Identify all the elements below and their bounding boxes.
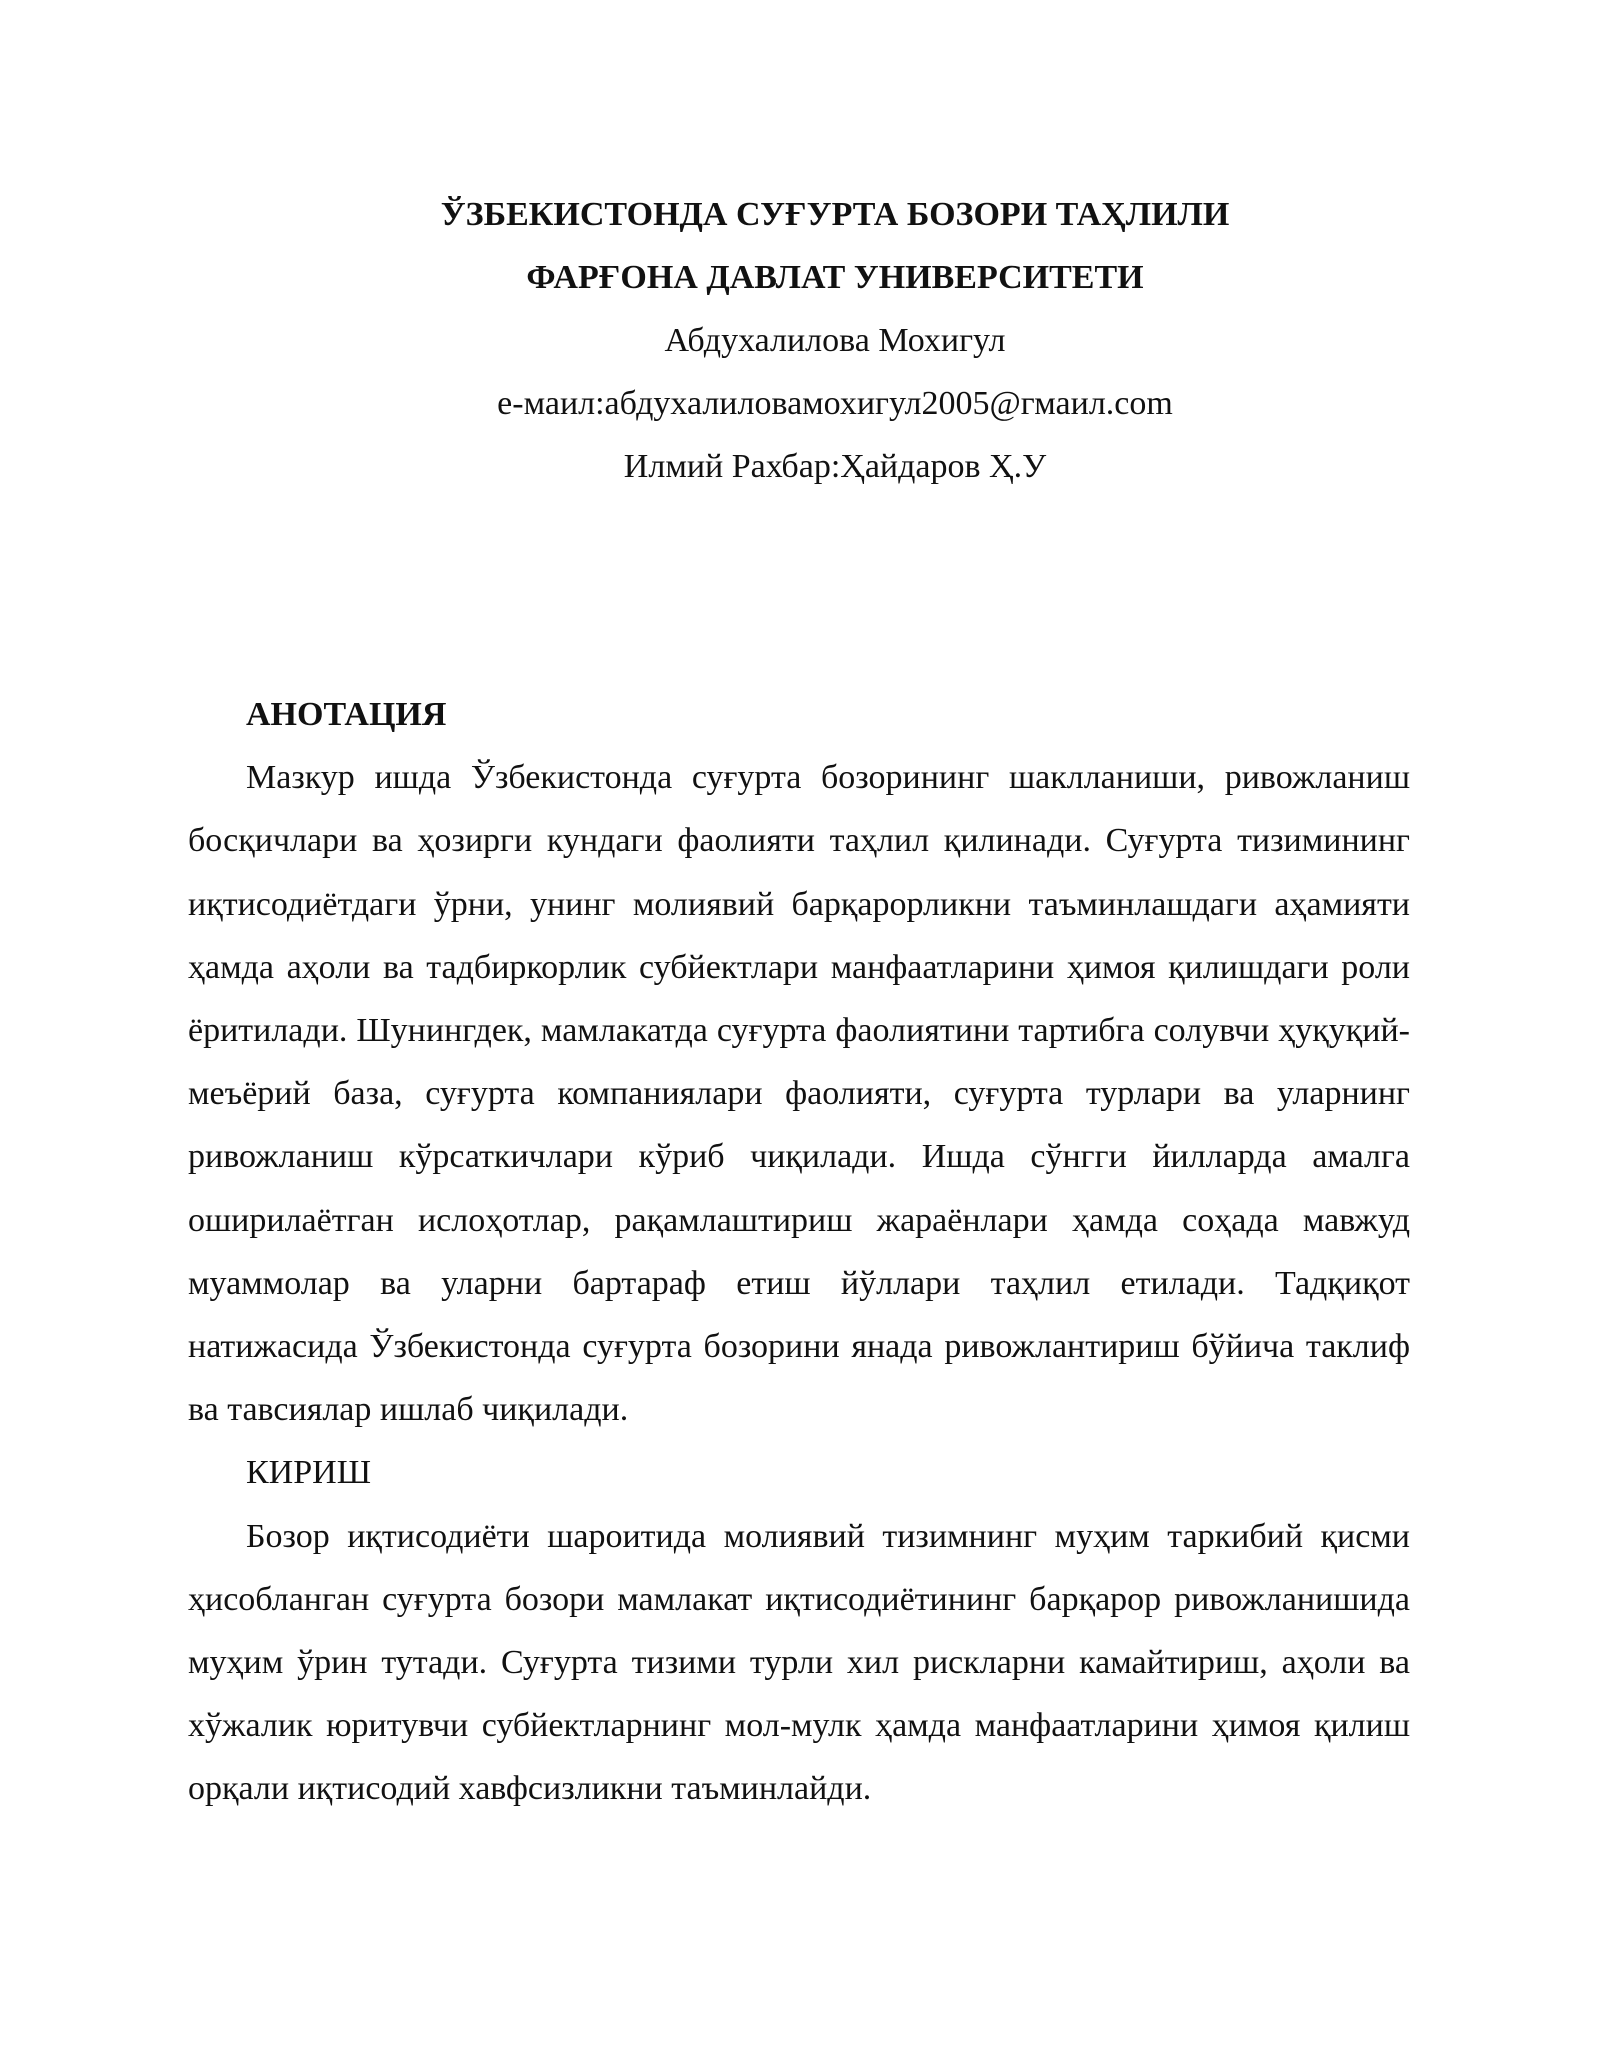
university-name: ФАРҒОНА ДАВЛАТ УНИВЕРСИТЕТИ [526, 259, 1144, 296]
introduction-paragraph: Бозор иқтисодиёти шароитида молиявий тизимнинг муҳим таркибий қисми ҳисобланган суғурта бозори мамлакат иқтисодиётининг барқарор ривожланишида муҳим ўрин тутади. Суғурта тизими турли хил рискларни камайтириш, аҳоли ва хўжалик юритувчи субйектларнинг мол-мулк ҳамда манфаатларини ҳимоя қилиш орқали иқтисодий хавфсизликни таъминлайди. [188, 1517, 1410, 1808]
title-block [0, 183, 1600, 498]
author-name: Абдухалилова Мохигул [664, 322, 1006, 359]
author-email: е-маил:абдухалиловамохигул2005@гмаил.com [497, 385, 1173, 422]
abstract-paragraph: Мазкур ишда Ўзбекистонда суғурта бозорининг шаклланиши, ривожланиш босқичлари ва ҳозирги кундаги фаолияти таҳлил қилинади. Суғурта тизимининг иқтисодиётдаги ўрни, унинг молиявий барқарорликни таъминлашдаги аҳамияти ҳамда аҳоли ва тадбиркорлик субйектлари манфаатларини ҳимоя қилишдаги роли ёритилади. Шунингдек, мамлакатда суғурта фаолиятини тартибга солувчи ҳуқуқий-меъёрий база, суғурта компаниялари фаолияти, суғурта турлари ва уларнинг ривожланиш кўрсаткичлари кўриб чиқилади. Ишда сўнгги йилларда амалга оширилаётган ислоҳотлар, рақамлаштириш жараёнлари ҳамда соҳада мавжуд муаммолар ва уларни бартараф етиш йўллари таҳлил етилади. Тадқиқот натижасида Ўзбекистонда суғурта бозорини янада ривожлантириш бўйича таклиф ва тавсиялар ишлаб чиқилади. [188, 759, 1410, 1429]
abstract-heading: АНОТАЦИЯ [246, 696, 447, 733]
paper-title: ЎЗБЕКИСТОНДА СУҒУРТА БОЗОРИ ТАҲЛИЛИ [440, 196, 1230, 233]
supervisor-line: Илмий Рахбар:Ҳайдаров Ҳ.У [623, 448, 1047, 485]
introduction-heading: КИРИШ [246, 1454, 371, 1492]
document-body [188, 683, 1410, 1821]
